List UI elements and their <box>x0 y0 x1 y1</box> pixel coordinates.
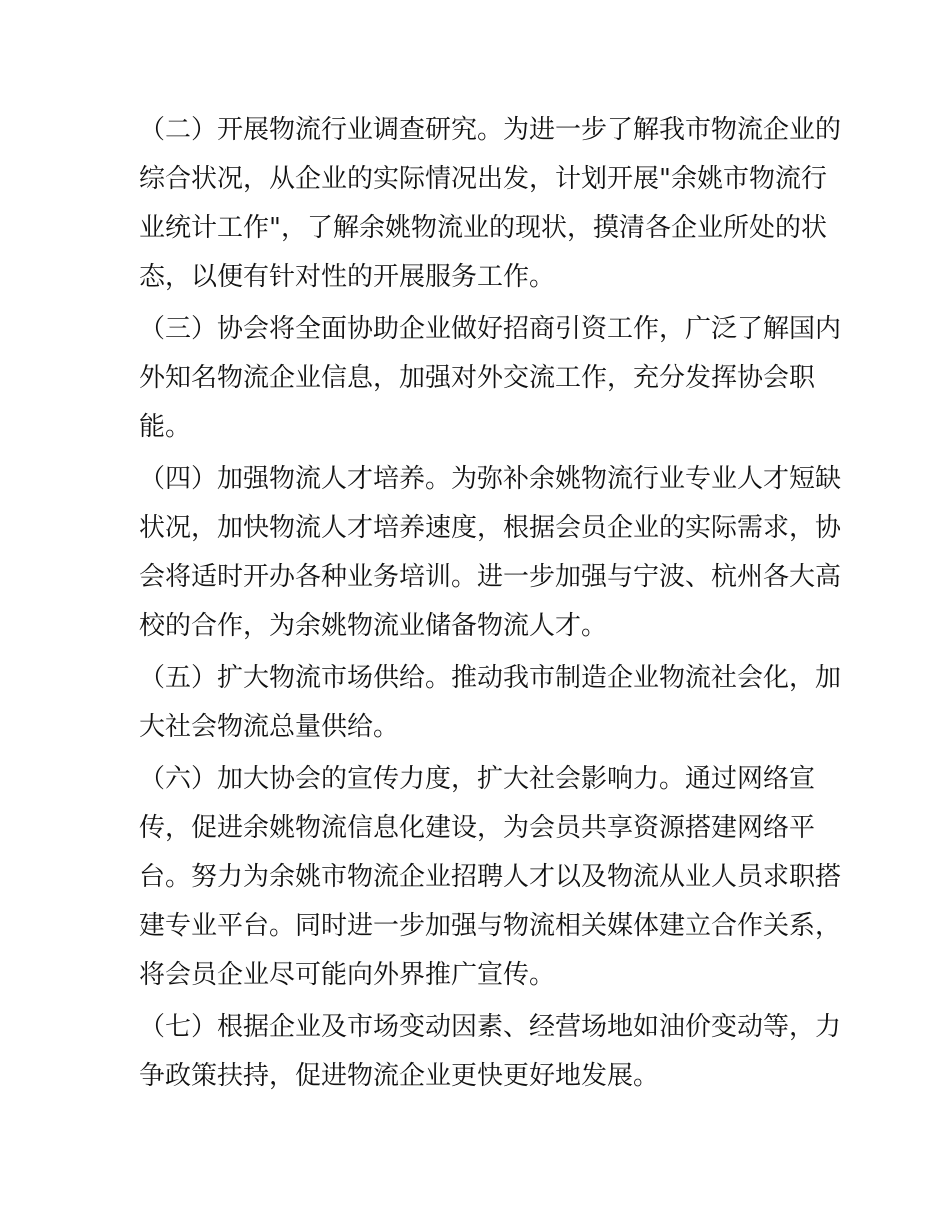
text-line: 外知名物流企业信息，加强对外交流工作，充分发挥协会职 <box>139 363 816 393</box>
text-line: 会将适时开办各种业务培训。进一步加强与宁波、杭州各大高 <box>139 562 842 592</box>
document-body <box>139 106 842 1101</box>
text-line: 大社会物流总量供给。 <box>139 712 400 742</box>
text-line: 传，促进余姚物流信息化建设，为会员共享资源搭建网络平 <box>139 813 816 843</box>
paragraph-3 <box>139 305 842 452</box>
text-line: （四）加强物流人才培养。为弥补余姚物流行业专业人才短缺 <box>139 464 842 494</box>
text-line: 综合状况，从企业的实际情况出发，计划开展"余姚市物流行 <box>139 164 827 194</box>
text-line: （三）协会将全面协助企业做好招商引资工作，广泛了解国内 <box>139 314 842 344</box>
text-line: 态，以便有针对性的开展服务工作。 <box>139 262 556 292</box>
text-line: 状况，加快物流人才培养速度，根据会员企业的实际需求，协 <box>139 513 842 543</box>
text-line: （六）加大协会的宣传力度，扩大社会影响力。通过网络宣 <box>139 764 816 794</box>
paragraph-5 <box>139 654 842 752</box>
paragraph-4 <box>139 455 842 651</box>
text-line: 能。 <box>139 412 192 442</box>
text-line: 业统计工作"，了解余姚物流业的现状，摸清各企业所处的状 <box>139 213 827 243</box>
paragraph-2 <box>139 106 842 302</box>
paragraph-7 <box>139 1003 842 1101</box>
text-line: 校的合作，为余姚物流业储备物流人才。 <box>139 611 608 641</box>
text-line: 建专业平台。同时进一步加强与物流相关媒体建立合作关系， <box>139 911 842 941</box>
paragraph-6 <box>139 755 842 1000</box>
text-line: （二）开展物流行业调查研究。为进一步了解我市物流企业的 <box>139 115 842 145</box>
text-line: （七）根据企业及市场变动因素、经营场地如油价变动等，力 <box>139 1012 842 1042</box>
text-line: （五）扩大物流市场供给。推动我市制造企业物流社会化，加 <box>139 663 842 693</box>
text-line: 将会员企业尽可能向外界推广宣传。 <box>139 960 556 990</box>
text-line: 台。努力为余姚市物流企业招聘人才以及物流从业人员求职搭 <box>139 862 842 892</box>
text-line: 争政策扶持，促进物流企业更快更好地发展。 <box>139 1061 660 1091</box>
